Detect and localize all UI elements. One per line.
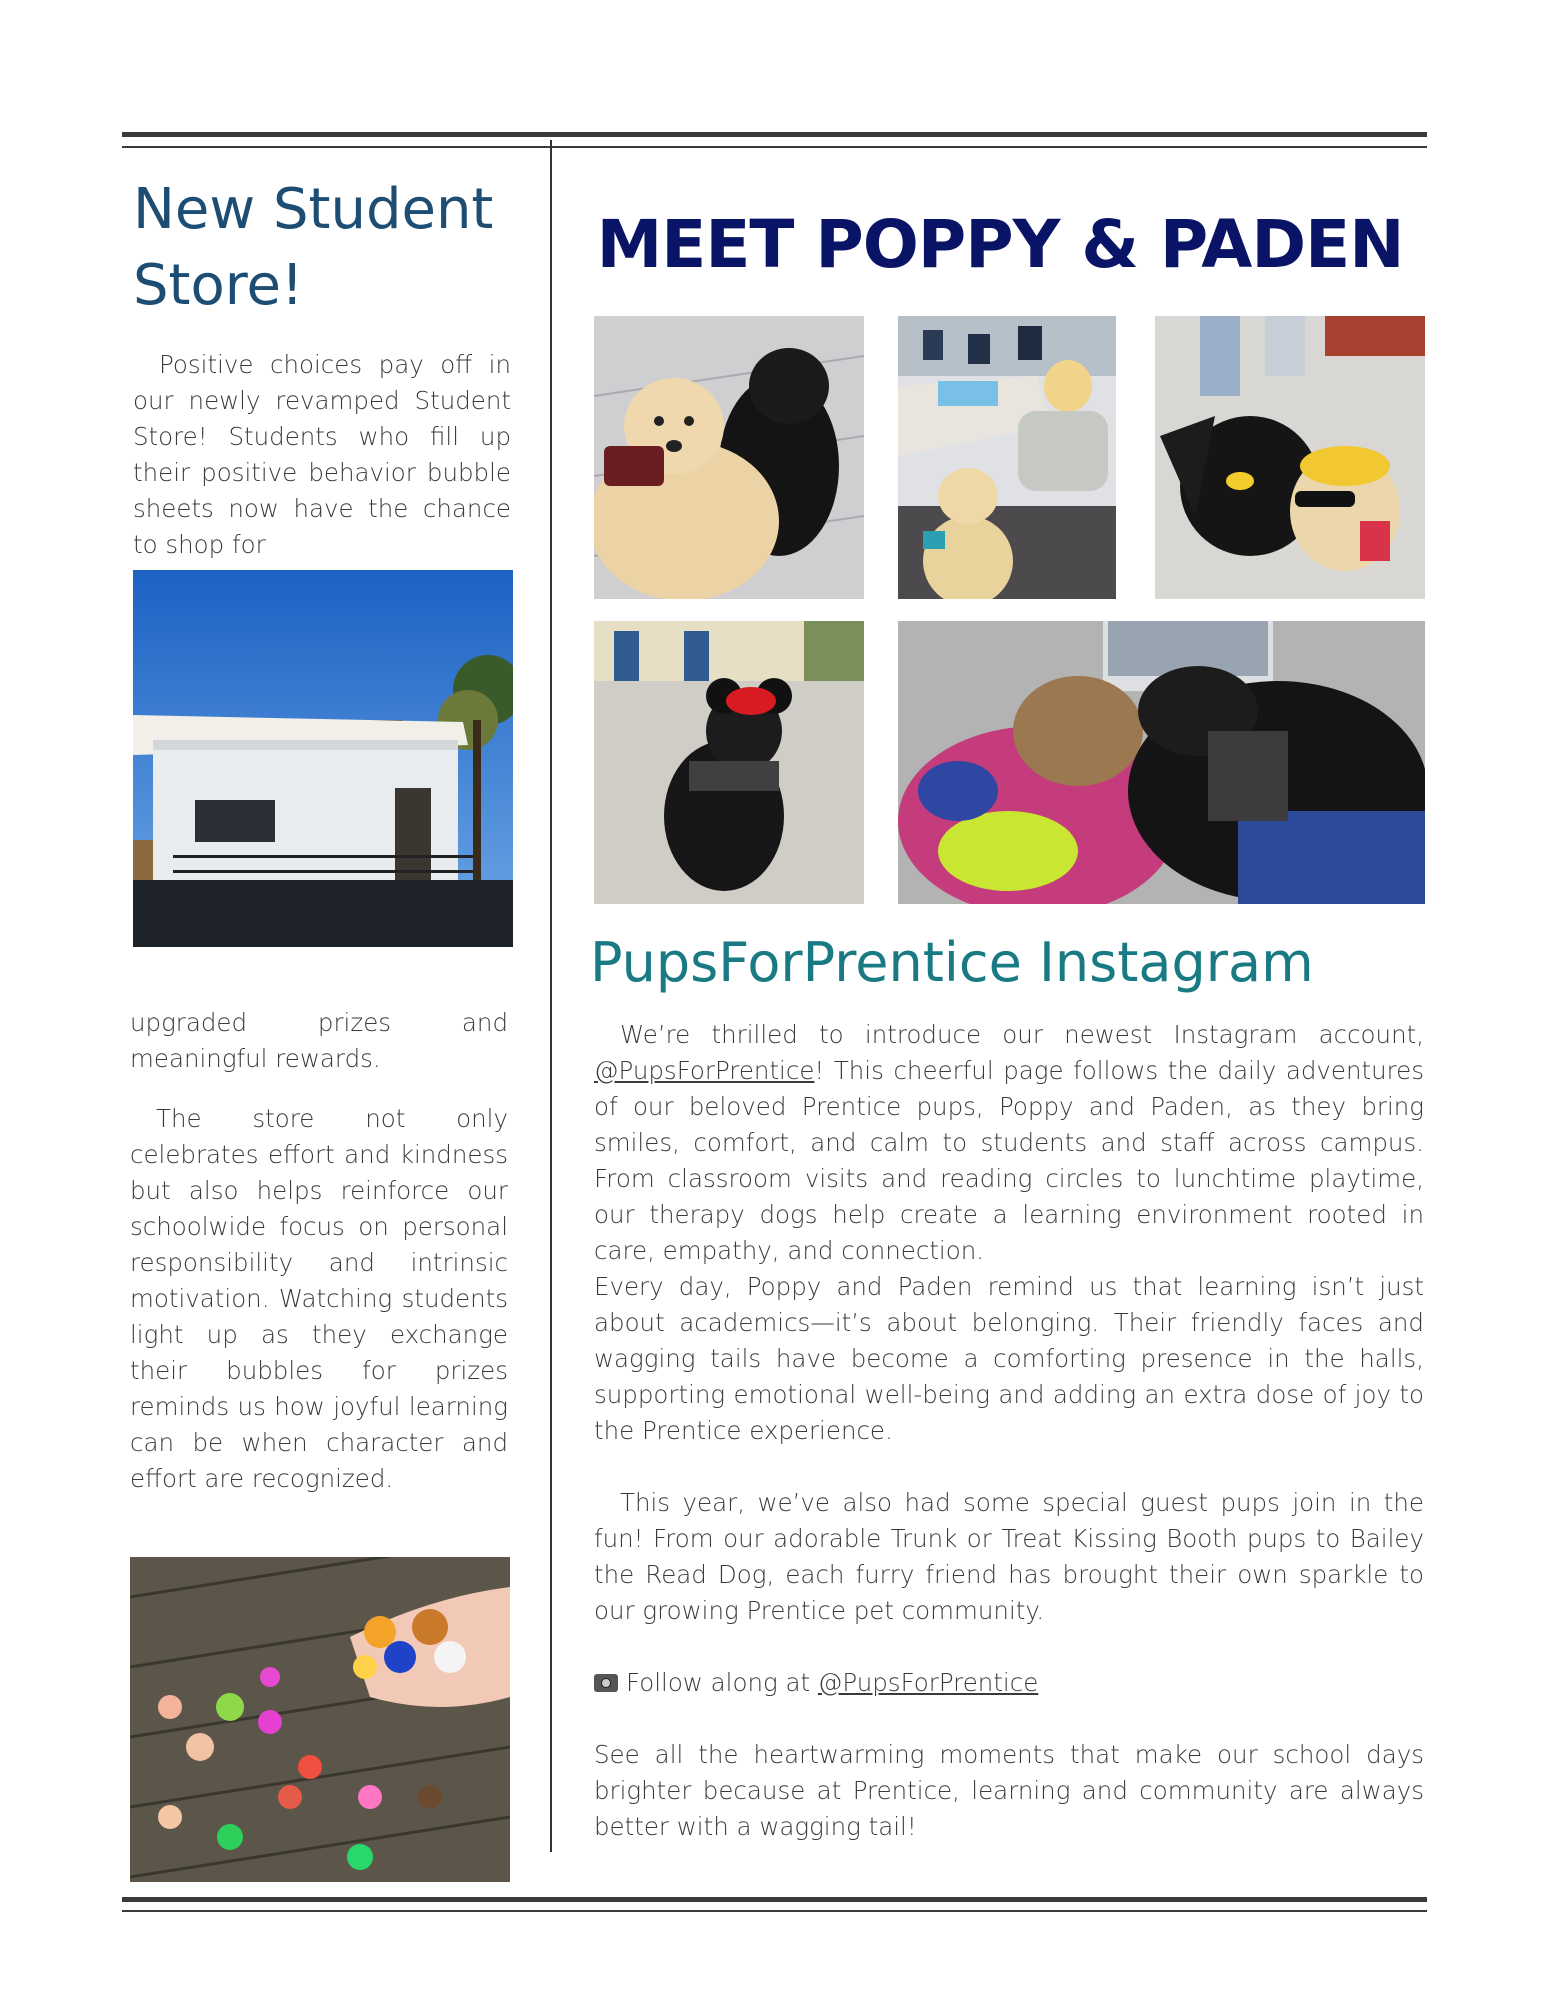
pups-instagram-article <box>594 1017 1424 1845</box>
bottom-rule-thin <box>122 1910 1427 1912</box>
student-laptop-dog-photo <box>898 621 1425 904</box>
costume-dogs-photo <box>1155 316 1425 599</box>
student-store-body <box>130 980 508 1522</box>
meet-poppy-paden-title: MEET POPPY & PADEN <box>596 206 1404 283</box>
closing-paragraph: See all the heartwarming moments that make our school days brighter because at Prentice, learning and community are always better with a wagging tail! <box>594 1740 1424 1841</box>
follow-along-line <box>594 1665 1424 1701</box>
guest-pups-paragraph: This year, we’ve also had some special guest pups join in the fun! From our adorable Trunk or Treat Kissing Booth pups to Bailey the Read Dog, each furry friend has brought their own sparkle to our growing Prentice pet community. <box>594 1488 1424 1625</box>
student-store-celebrates: The store not only celebrates effort and kindness but also helps reinforce our schoolwide focus on personal responsibility and intrinsic motivation. Watching students light up as they exchange their bubbles for prizes reminds us how joyful learning can be when character and effort are recognized. <box>130 1104 508 1493</box>
column-divider <box>550 140 552 1852</box>
intro-text-end: ! This cheerful page follows the daily adventures of our beloved Prentice pups, Poppy and Paden, as they bring smiles, comfort, and calm to students and staff across campus. From classroom visits and reading circles to lunchtime playtime, our therapy dogs help create a learning environment rooted in care, empathy, and connection. <box>594 1056 1424 1265</box>
bottom-rule-thick <box>122 1897 1427 1902</box>
student-store-intro: Positive choices pay off in our newly revamped Student Store! Students who fill up their positive behavior bubble sheets now have the chance to shop for <box>133 350 511 559</box>
follow-handle-link[interactable]: @PupsForPrentice <box>817 1668 1039 1697</box>
classroom-dog-photo <box>898 316 1116 599</box>
every-day-paragraph: Every day, Poppy and Paden remind us that learning isn’t just about academics—it’s about belonging. Their friendly faces and wagging tails have become a comforting presence in the halls, supporting emotional well-being and adding an extra dose of joy to the Prentice experience. <box>594 1272 1424 1445</box>
intro-text-start: We’re thrilled to introduce our newest Instagram account, <box>620 1020 1424 1049</box>
minnie-ears-dog-photo <box>594 621 864 904</box>
student-store-title: New Student Store! <box>133 177 494 318</box>
top-rule-thin <box>122 146 1427 148</box>
student-store-continued: upgraded prizes and meaningful rewards. <box>130 1007 508 1073</box>
poppy-paden-lying-photo <box>594 316 864 599</box>
instagram-handle-link[interactable]: @PupsForPrentice <box>594 1056 815 1085</box>
camera-icon <box>594 1674 618 1692</box>
follow-prefix: Follow along at <box>626 1668 818 1697</box>
prize-toys-photo <box>130 1557 510 1882</box>
instagram-intro-paragraph <box>594 1017 1424 1269</box>
top-rule-thick <box>122 132 1427 137</box>
student-store-building-photo <box>133 570 513 947</box>
pups-instagram-title: PupsForPrentice Instagram <box>590 931 1314 994</box>
